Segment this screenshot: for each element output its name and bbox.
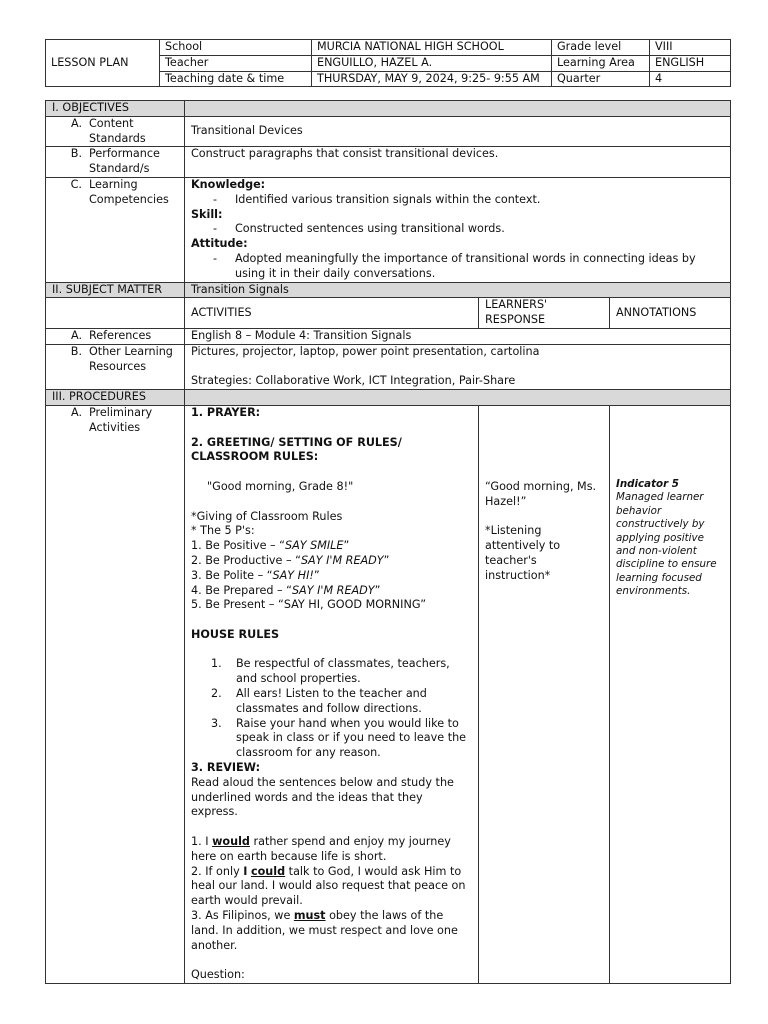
procedures-heading: III. PROCEDURES: [46, 390, 185, 406]
learners-response-column-header: LEARNERS' RESPONSE: [479, 298, 610, 329]
rules-intro: *Giving of Classroom Rules: [191, 509, 343, 523]
grade-level-label: Grade level: [552, 40, 650, 56]
review-sentence-1: 1. I would rather spend and enjoy my journey here on earth because life is short.: [191, 835, 451, 863]
review-sentence-2: 2. If only I could talk to God, I would ask Him to heal our land. I would also request that peace on earth would prevail.: [191, 864, 466, 908]
subject-matter-heading: II. SUBJECT MATTER: [46, 282, 185, 298]
skill-label: Skill:: [191, 207, 223, 221]
rule-item: 4. Be Prepared – “SAY I'M READY”: [191, 583, 381, 597]
indicator-text: Managed learner behavior constructively by applying positive and non-violent discipline to ensure learning focused environments.: [616, 491, 717, 598]
house-rule-item: 3. Raise your hand when you would like to speak in class or if you need to leave the classroom for any reason.: [211, 716, 467, 760]
learning-competencies-cell: C. Learning Competencies: [46, 177, 185, 282]
subject-matter-value: Transition Signals: [185, 282, 731, 298]
learning-area-label: Learning Area: [552, 55, 650, 71]
annotations-cell: [610, 405, 731, 983]
references-cell: A. References: [46, 328, 185, 344]
lesson-plan-label: LESSON PLAN: [46, 40, 160, 87]
content-standards-value: Transitional Devices: [185, 116, 731, 147]
greeting-heading: 2. GREETING/ SETTING OF RULES/ CLASSROOM RULES:: [191, 435, 402, 464]
preliminary-activities-cell: A. Preliminary Activities: [46, 405, 185, 983]
rule-item: 5. Be Present – “SAY HI, GOOD MORNING”: [191, 598, 427, 612]
resources-strategies: Strategies: Collaborative Work, ICT Integration, Pair-Share: [191, 374, 516, 388]
performance-standards-label: Performance Standard/s: [89, 147, 160, 176]
review-sentence-3: 3. As Filipinos, we must obey the laws of the land. In addition, we must respect and love one another.: [191, 909, 458, 952]
teaching-date-label: Teaching date & time: [160, 71, 312, 87]
teaching-date-value: THURSDAY, MAY 9, 2024, 9:25- 9:55 AM: [312, 71, 552, 87]
review-intro: Read aloud the sentences below and study the underlined words and the ideas that they express.: [191, 775, 454, 819]
quarter-label: Quarter: [552, 71, 650, 87]
performance-standards-value: Construct paragraphs that consist transitional devices.: [185, 147, 731, 178]
rule-item: 1. Be Positive – “SAY SMILE”: [191, 539, 350, 553]
lesson-plan-table: [45, 100, 731, 984]
grade-level-value: VIII: [650, 40, 731, 56]
review-heading: 3. REVIEW:: [191, 761, 261, 775]
house-rule-item: 2. All ears! Listen to the teacher and classmates and follow directions.: [211, 687, 427, 715]
response-listening: *Listening attentively to teacher's instruction*: [485, 524, 561, 582]
references-label: References: [89, 328, 152, 342]
performance-standards-cell: B. Performance Standard/s: [46, 147, 185, 178]
rule-item: 3. Be Polite – “SAY HI!”: [191, 568, 320, 582]
learning-competencies-label: Learning Competencies: [89, 177, 169, 206]
activities-column-header: ACTIVITIES: [185, 298, 479, 329]
annotations-column-header: ANNOTATIONS: [610, 298, 731, 329]
rule-item: 2. Be Productive – “SAY I'M READY”: [191, 553, 390, 567]
attitude-item: Adopted meaningfully the importance of transitional words in connecting ideas by using it in their daily conversations.: [235, 251, 696, 280]
teacher-value: ENGUILLO, HAZEL A.: [312, 55, 552, 71]
five-ps-label: * The 5 P's:: [191, 524, 255, 538]
resources-materials: Pictures, projector, laptop, power point presentation, cartolina: [191, 344, 540, 358]
question-label: Question:: [191, 968, 245, 982]
school-value: MURCIA NATIONAL HIGH SCHOOL: [312, 40, 552, 56]
greeting-line: "Good morning, Grade 8!": [207, 479, 354, 493]
activities-cell: [185, 405, 479, 983]
house-rules-heading: HOUSE RULES: [191, 627, 280, 641]
teacher-label: Teacher: [160, 55, 312, 71]
other-resources-value: [185, 344, 731, 389]
learning-competencies-value: Knowledge: - Identified various transition signals within the context. Skill: - Constructed sentences using transitional words. Attitude: - Adopted meaningfully the importance of transitional words in connecting ideas by using it in their daily conversations.: [185, 177, 731, 282]
attitude-label: Attitude:: [191, 237, 248, 251]
preliminary-activities-label: Preliminary Activities: [89, 405, 153, 434]
objectives-heading: I. OBJECTIVES: [46, 101, 185, 117]
knowledge-item: Identified various transition signals within the context.: [235, 192, 541, 206]
other-resources-label: Other Learning Resources: [89, 344, 173, 373]
content-standards-cell: A. Content Standards: [46, 116, 185, 147]
learners-response-cell: [479, 405, 610, 983]
knowledge-label: Knowledge:: [191, 177, 266, 191]
lesson-header-table: [45, 39, 731, 87]
content-standards-label: Content Standards: [89, 116, 146, 145]
quarter-value: 4: [650, 71, 731, 87]
references-value: English 8 – Module 4: Transition Signals: [185, 328, 731, 344]
other-resources-cell: B. Other Learning Resources: [46, 344, 185, 389]
indicator-title: Indicator 5: [616, 477, 679, 490]
response-greeting: “Good morning, Ms. Hazel!”: [485, 479, 597, 508]
prayer-heading: 1. PRAYER:: [191, 405, 261, 419]
skill-item: Constructed sentences using transitional words.: [235, 222, 505, 236]
learning-area-value: ENGLISH: [650, 55, 731, 71]
house-rule-item: 1. Be respectful of classmates, teachers, and school properties.: [211, 657, 450, 686]
school-label: School: [160, 40, 312, 56]
